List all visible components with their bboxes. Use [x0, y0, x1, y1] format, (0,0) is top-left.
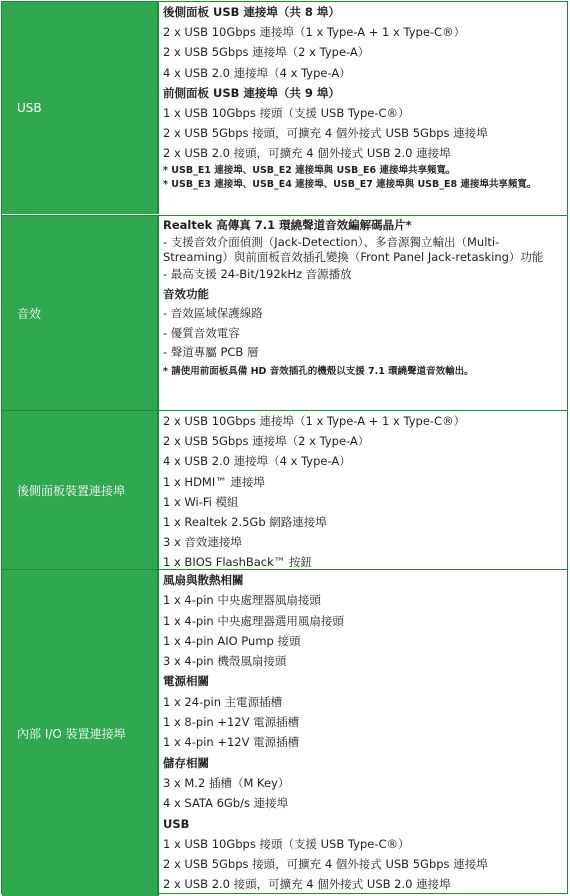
spec-line: 1 x 24-pin 主電源插槽 — [163, 694, 283, 709]
spec-line: 4 x USB 2.0 連接埠（4 x Type-A） — [163, 65, 351, 80]
spec-line: 1 x Realtek 2.5Gb 網路連接埠 — [163, 514, 327, 529]
row-label: 後側面板裝置連接埠 — [2, 411, 159, 569]
row-content — [163, 216, 567, 410]
footnote: * USB_E1 連接埠、USB_E2 連接埠與 USB_E6 連接埠共享頻寬。 — [163, 164, 456, 176]
spec-line: 1 x 4-pin 中央處理器選用風扇接頭 — [163, 613, 344, 628]
section-heading: 電源相關 — [163, 674, 209, 689]
section-heading: 音效功能 — [163, 286, 209, 301]
spec-line: 1 x USB 10Gbps 接頭（支援 USB Type-C®） — [163, 105, 410, 120]
spec-line: 4 x SATA 6Gb/s 連接埠 — [163, 796, 289, 811]
spec-line: 1 x 4-pin +12V 電源插槽 — [163, 735, 300, 750]
section-heading: 後側面板 USB 連接埠（共 8 埠） — [163, 5, 340, 19]
spec-line: 1 x BIOS FlashBack™ 按鈕 — [163, 555, 312, 570]
spec-line: 2 x USB 5Gbps 連接埠（2 x Type-A） — [163, 45, 370, 60]
spec-row-rear-io — [2, 410, 567, 569]
spec-line: 2 x USB 5Gbps 接頭，可擴充 4 個外接式 USB 5Gbps 連接埠 — [163, 857, 488, 872]
spec-line: - 聲道專屬 PCB 層 — [163, 344, 259, 359]
row-label: 內部 I/O 裝置連接埠 — [2, 570, 159, 896]
spec-line: 3 x 4-pin 機殼風扇接頭 — [163, 654, 287, 669]
spec-line: 2 x USB 10Gbps 連接埠（1 x Type-A + 1 x Type-C®） — [163, 25, 466, 40]
footnote: * USB_E3 連接埠、USB_E4 連接埠、USB_E7 連接埠與 USB_E8 連接埠共享頻寬。 — [163, 178, 537, 190]
section-heading: 前側面板 USB 連接埠（共 9 埠） — [163, 85, 340, 100]
spec-line: 2 x USB 10Gbps 連接埠（1 x Type-A + 1 x Type-C®） — [163, 414, 466, 428]
section-heading: USB — [163, 816, 190, 831]
spec-line: 2 x USB 2.0 接頭，可擴充 4 個外接式 USB 2.0 連接埠 — [163, 877, 451, 892]
spec-line: 3 x M.2 插槽（M Key） — [163, 775, 290, 790]
footnote: * 請使用前面板具備 HD 音效插孔的機殼以支援 7.1 環繞聲道音效輸出。 — [163, 366, 474, 378]
spec-row-usb — [2, 2, 567, 214]
spec-line: 2 x USB 5Gbps 接頭，可擴充 4 個外接式 USB 5Gbps 連接埠 — [163, 126, 488, 141]
section-heading: 儲存相關 — [163, 755, 209, 770]
spec-line: - 優質音效電容 — [163, 325, 240, 340]
spec-line: - 最高支援 24-Bit/192kHz 音源播放 — [163, 267, 352, 282]
spec-line: - 支援音效介面偵測（Jack-Detection）、多音源獨立輸出（Multi-Streaming）與前面板音效插孔變換（Front Panel Jack-retasking）功能 — [163, 235, 544, 265]
spec-line: 1 x Wi-Fi 模組 — [163, 494, 239, 509]
spec-line: 1 x 4-pin 中央處理器風扇接頭 — [163, 593, 321, 608]
spec-row-internal-io — [2, 569, 567, 896]
spec-line: 2 x USB 5Gbps 連接埠（2 x Type-A） — [163, 434, 370, 449]
spec-line: - 音效區域保護線路 — [163, 306, 263, 321]
section-heading: Realtek 高傳真 7.1 環繞聲道音效編解碼晶片* — [163, 218, 412, 232]
spec-line: 2 x USB 2.0 接頭，可擴充 4 個外接式 USB 2.0 連接埠 — [163, 146, 451, 161]
row-content — [163, 2, 567, 214]
row-content — [163, 570, 567, 896]
spec-line: 1 x USB 10Gbps 接頭（支援 USB Type-C®） — [163, 836, 410, 851]
row-content — [163, 411, 567, 569]
spec-line: 1 x HDMI™ 連接埠 — [163, 474, 265, 489]
spec-line: 3 x 音效連接埠 — [163, 535, 242, 550]
spec-line: 4 x USB 2.0 連接埠（4 x Type-A） — [163, 454, 351, 469]
row-label: USB — [2, 2, 159, 214]
section-heading: 風扇與散熱相關 — [163, 573, 244, 587]
row-label: 音效 — [2, 216, 159, 410]
spec-line: 1 x 4-pin AIO Pump 接頭 — [163, 633, 301, 648]
spec-table — [1, 1, 568, 894]
spec-row-audio — [2, 215, 567, 410]
spec-line: 1 x 8-pin +12V 電源插槽 — [163, 715, 300, 730]
